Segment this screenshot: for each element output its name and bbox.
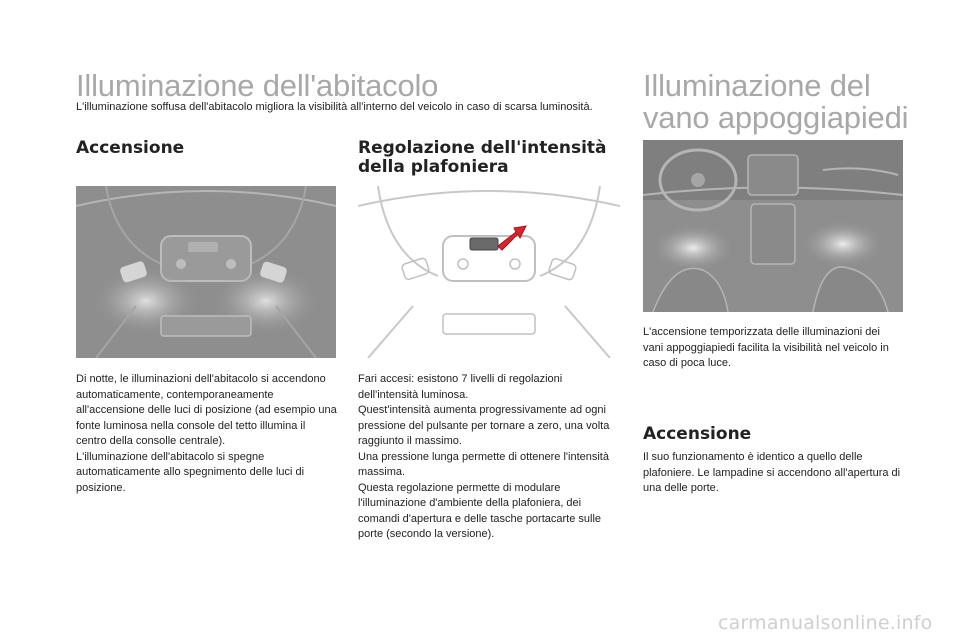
footwell-drawing	[643, 140, 903, 312]
regolazione-paragraph-1: Fari accesi: esistono 7 livelli di regolazioni dell'intensità luminosa.	[358, 373, 563, 401]
footwell-illustration	[643, 140, 903, 312]
heading-accensione-1: Accensione	[76, 138, 185, 158]
accensione-1-paragraph-2: L'illuminazione dell'abitacolo si spegne automaticamente allo spegnimento delle luci di posizione.	[76, 450, 305, 494]
page-title-right-line-1: Illuminazione del	[643, 68, 871, 103]
heading-regolazione-line-2: della plafoniera	[358, 157, 509, 177]
heading-regolazione	[358, 139, 628, 177]
dimmer-drawing	[358, 186, 620, 358]
intro-left: L'illuminazione soffusa dell'abitacolo migliora la visibilità all'interno del veicolo in caso di scarsa luminosità.	[76, 101, 593, 113]
accensione-2-text: Il suo funzionamento è identico a quello delle plafoniere. Le lampadine si accendono all'apertura di una delle porte.	[643, 451, 901, 494]
accensione-1-text	[76, 372, 338, 496]
page-title-right	[643, 70, 943, 134]
intro-right: L'accensione temporizzata delle illuminazioni dei vani appoggiapiedi facilita la visibilità nel veicolo in caso di poca luce.	[643, 326, 889, 369]
regolazione-paragraph-3: Una pressione lunga permette di ottenere l'intensità massima.	[358, 450, 609, 478]
regolazione-paragraph-4: Questa regolazione permette di modulare l'illuminazione d'ambiente della plafoniera, dei comandi d'apertura e delle tasche portacarte sulle porte (secondo la versione).	[358, 481, 602, 540]
regolazione-paragraph-2: Quest'intensità aumenta progressivamente ad ogni pressione del pulsante per tornare a zero, una volta raggiunto il massimo.	[358, 404, 610, 447]
dimmer-button-illustration	[358, 186, 620, 358]
page-title-left: Illuminazione dell'abitacolo	[76, 68, 439, 103]
regolazione-text	[358, 372, 620, 543]
page-title-right-line-2: vano appoggiapiedi	[643, 100, 909, 135]
heading-accensione-2: Accensione	[643, 424, 752, 444]
footer-watermark[interactable]: carmanualsonline.info	[718, 612, 933, 634]
ceiling-light-illustration	[76, 186, 336, 358]
accensione-1-paragraph-1: Di notte, le illuminazioni dell'abitacolo si accendono automaticamente, contemporaneamente all'accensione delle luci di posizione (ad esempio una fonte luminosa nella console del tetto illumina il centro della consolle centrale).	[76, 373, 337, 447]
ceiling-light-drawing	[76, 186, 336, 358]
heading-regolazione-line-1: Regolazione dell'intensità	[358, 138, 607, 158]
